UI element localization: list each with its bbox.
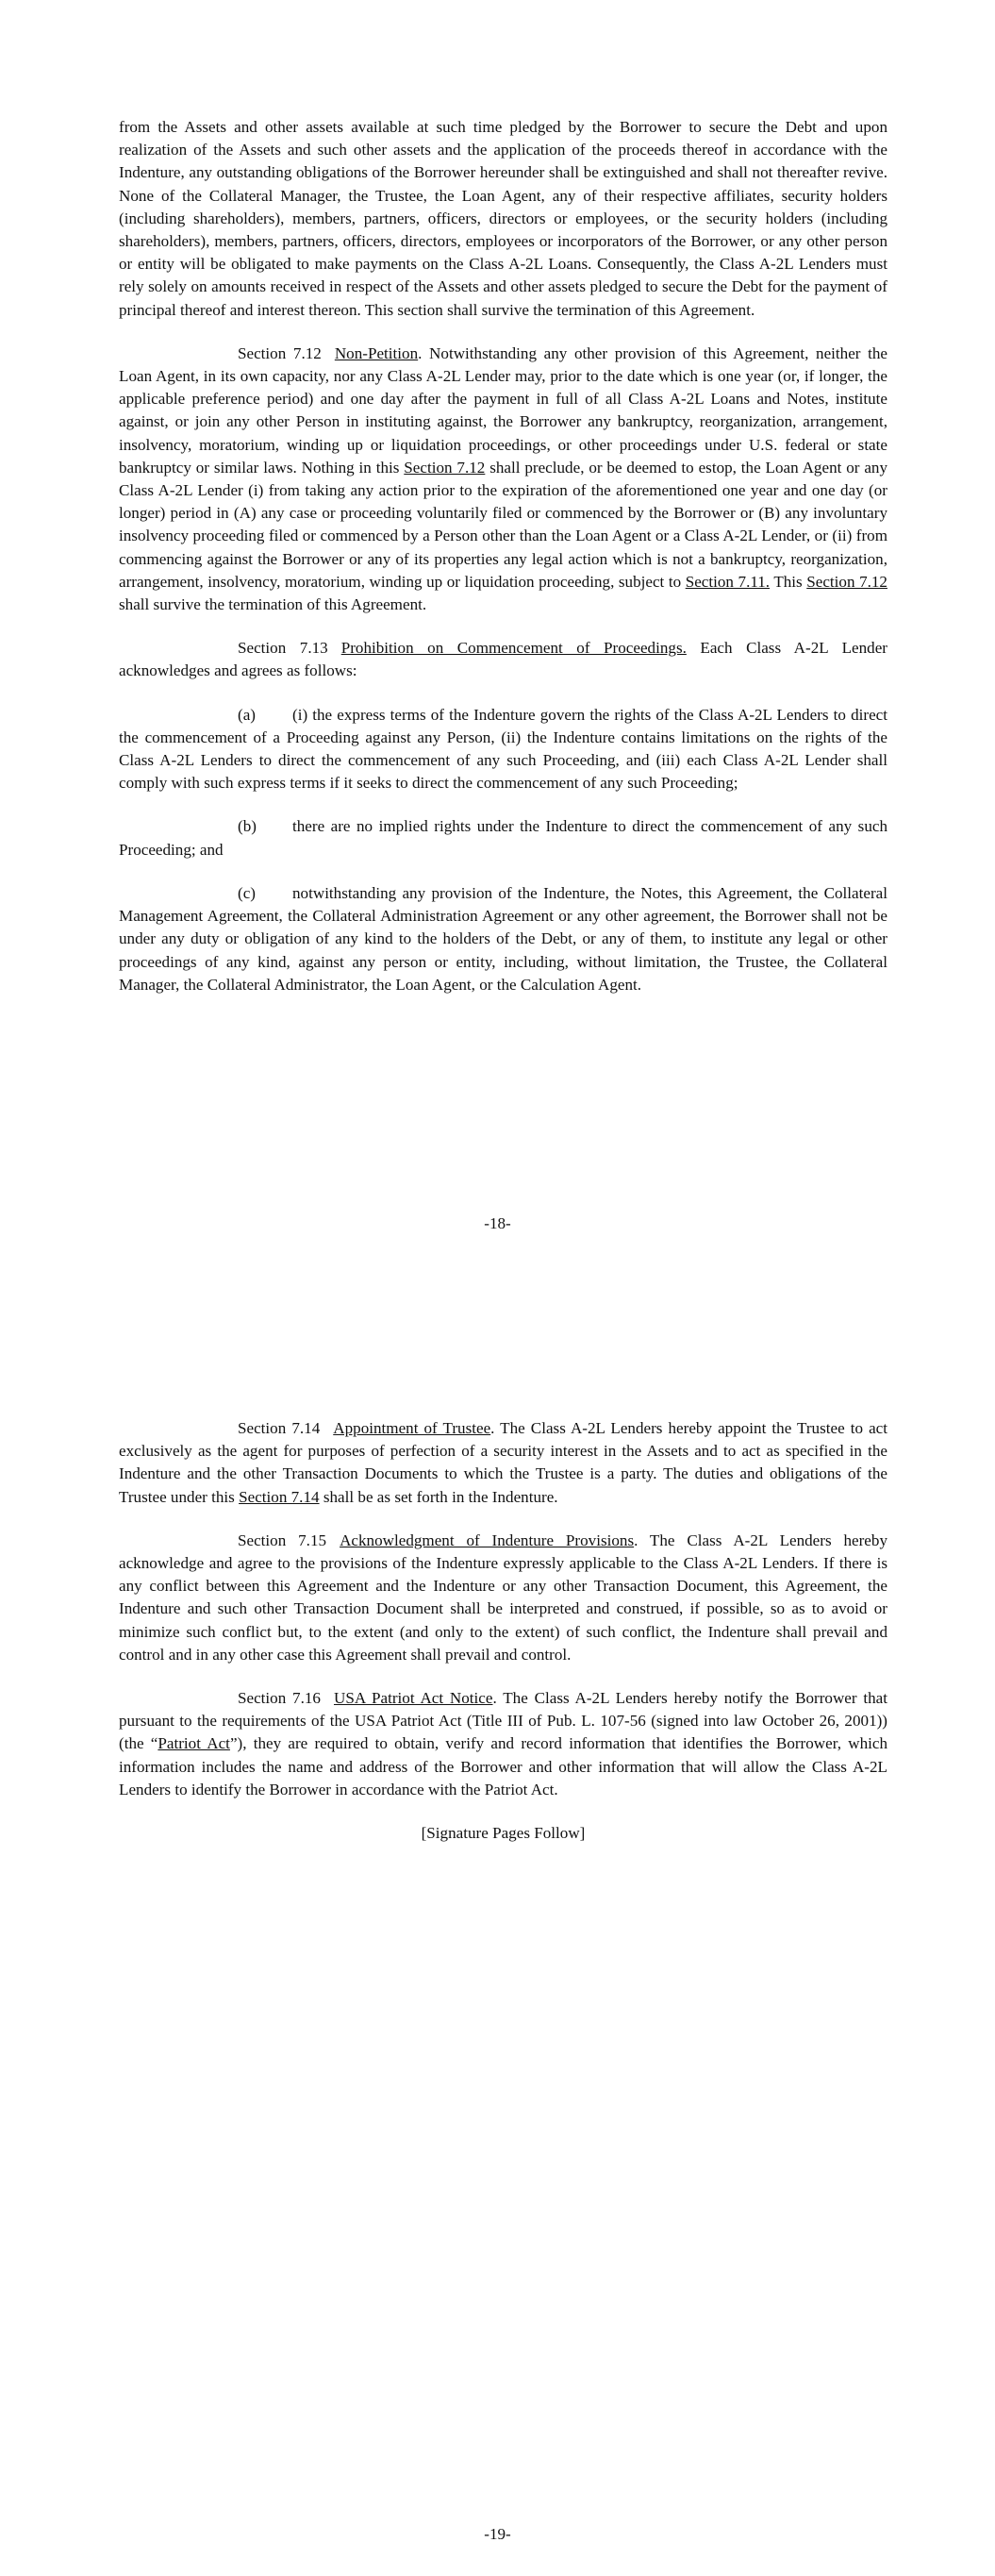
list-item-b	[119, 815, 887, 861]
section-number: Section 7.12	[238, 343, 322, 362]
section-text: . The Class A-2L Lenders hereby acknowledge and agree to the provisions of the Indenture expressly applicable to the Class A-2L Lenders. If there is any conflict between this Agreement and the Indenture or any other Transaction Document, this Agreement, the Indenture and such other Transaction Document shall be interpreted and construed, if possible, so as to avoid or minimize such conflict but, to the extent (and only to the extent) of such conflict, the Indenture shall prevail and control and in any other case this Agreement shall prevail and control.	[119, 1531, 887, 1664]
list-item-a	[119, 704, 887, 795]
section-text: This	[770, 572, 807, 591]
section-title: Prohibition on Commencement of Proceedings.	[340, 639, 687, 658]
section-7-15	[119, 1530, 887, 1666]
section-number: Section 7.16	[238, 1689, 321, 1708]
list-item-label: (b)	[238, 817, 257, 836]
section-number: Section 7.15	[238, 1531, 327, 1549]
section-text: shall survive the termination of this Agreement.	[119, 595, 427, 614]
signature-pages-note: [Signature Pages Follow]	[421, 1824, 586, 1843]
cross-reference: Section 7.14	[239, 1487, 320, 1506]
section-number: Section 7.13	[238, 639, 328, 658]
section-text: shall preclude, or be deemed to estop, the Loan Agent or any Class A-2L Lender (i) from taking any action prior to the expiration of the aforementioned one year and one day (or longer) period in (A) any case or proceeding voluntarily filed or commenced by the Borrower or (B) any involuntary insolvency proceeding filed or commenced by a Person other than the Loan Agent or a Class A-2L Lender, or (ii) from commencing against the Borrower or any of its properties any legal action which is not a bankruptcy, reorganization, arrangement, insolvency, moratorium, winding up or liquidation proceeding, subject to	[119, 458, 888, 591]
section-7-13	[119, 637, 887, 682]
cross-reference: Section 7.11.	[685, 572, 771, 591]
list-item-text: there are no implied rights under the Indenture to direct the commencement of any such Proceeding; and	[119, 817, 887, 859]
section-text: ”), they are required to obtain, verify and record information that identifies the Borrower, which information includes the name and address of the Borrower and other information that will allow the Class A-2L Lenders to identify the Borrower in accordance with the Patriot Act.	[119, 1734, 888, 1798]
section-7-14	[119, 1417, 887, 1509]
list-item-text: (i) the express terms of the Indenture govern the rights of the Class A-2L Lenders to direct the commencement of a Proceeding against any Person, (ii) the Indenture contains limitations on the rights of the Class A-2L Lenders to direct the commencement of any such Proceeding, and (iii) each Class A-2L Lender shall comply with such express terms if it seeks to direct the commencement of any such Proceeding;	[119, 705, 887, 793]
cross-reference: Section 7.12	[404, 458, 486, 477]
list-item-label: (c)	[238, 883, 256, 902]
page-19-body	[119, 1417, 887, 1865]
section-text: Each Class A-2L Lender acknowledges and agrees as follows:	[119, 639, 887, 680]
section-title: Appointment of Trustee	[333, 1419, 491, 1437]
section-7-12	[119, 343, 887, 616]
list-item-text: notwithstanding any provision of the Indenture, the Notes, this Agreement, the Collateral Management Agreement, the Collateral Administration Agreement or any other agreement, the Borrower shall not be under any duty or obligation of any kind to the holders of the Debt, or any of them, to institute any legal or other proceedings of any kind, against any person or entity, including, without limitation, the Trustee, the Collateral Manager, the Collateral Administrator, the Loan Agent, or the Calculation Agent.	[119, 883, 887, 994]
page-number: -18-	[484, 1214, 511, 1232]
section-7-16	[119, 1687, 887, 1801]
page-number: -19-	[484, 2525, 511, 2543]
list-item-c	[119, 882, 887, 996]
cross-reference: Section 7.12	[806, 572, 887, 591]
section-title: Non-Petition	[334, 343, 419, 362]
section-text: . Notwithstanding any other provision of this Agreement, neither the Loan Agent, in its own capacity, nor any Class A-2L Lender may, prior to the date which is one year (or, if longer, the applicable preference period) and one day after the payment in full of all Class A-2L Loans and Notes, institute against, or join any other Person in instituting against, the Borrower any bankruptcy, reorganization, arrangement, insolvency, moratorium, winding up or liquidation proceedings, or other proceedings under U.S. federal or state bankruptcy or similar laws. Nothing in this	[119, 343, 887, 477]
section-number: Section 7.14	[238, 1419, 321, 1437]
section-title: USA Patriot Act Notice	[333, 1689, 493, 1708]
page-18-body	[119, 116, 887, 1017]
section-text: shall be as set forth in the Indenture.	[319, 1487, 558, 1506]
section-title: Acknowledgment of Indenture Provisions	[340, 1531, 635, 1549]
page-19	[0, 1288, 995, 2576]
continuation-paragraph: from the Assets and other assets available at such time pledged by the Borrower to secure the Debt and upon realization of the Assets and such other assets and the application of the proceeds thereof in accordance with the Indenture, any outstanding obligations of the Borrower hereunder shall be extinguished and shall not thereafter revive. None of the Collateral Manager, the Trustee, the Loan Agent, any of their respective affiliates, security holders (including shareholders), members, partners, officers, directors or employees, or the security holders (including shareholders), members, partners, officers, directors, employees or incorporators of the Borrower, or any other person or entity will be obligated to make payments on the Class A-2L Loans. Consequently, the Class A-2L Lenders must rely solely on amounts received in respect of the Assets and other assets pledged to secure the Debt for the payment of principal thereof and interest thereon. This section shall survive the termination of this Agreement.	[119, 118, 887, 319]
section-text: . The Class A-2L Lenders hereby appoint the Trustee to act exclusively as the agent for purposes of perfection of a security interest in the Assets and to act as specified in the Indenture and the other Transaction Documents to which the Trustee is a party. The duties and obligations of the Trustee under this	[119, 1419, 888, 1506]
defined-term: Patriot Act	[158, 1734, 230, 1753]
list-item-label: (a)	[238, 705, 256, 724]
section-text: . The Class A-2L Lenders hereby notify the Borrower that pursuant to the requirements of the USA Patriot Act (Title III of Pub. L. 107-56 (signed into law October 26, 2001)) (the “	[119, 1689, 887, 1753]
